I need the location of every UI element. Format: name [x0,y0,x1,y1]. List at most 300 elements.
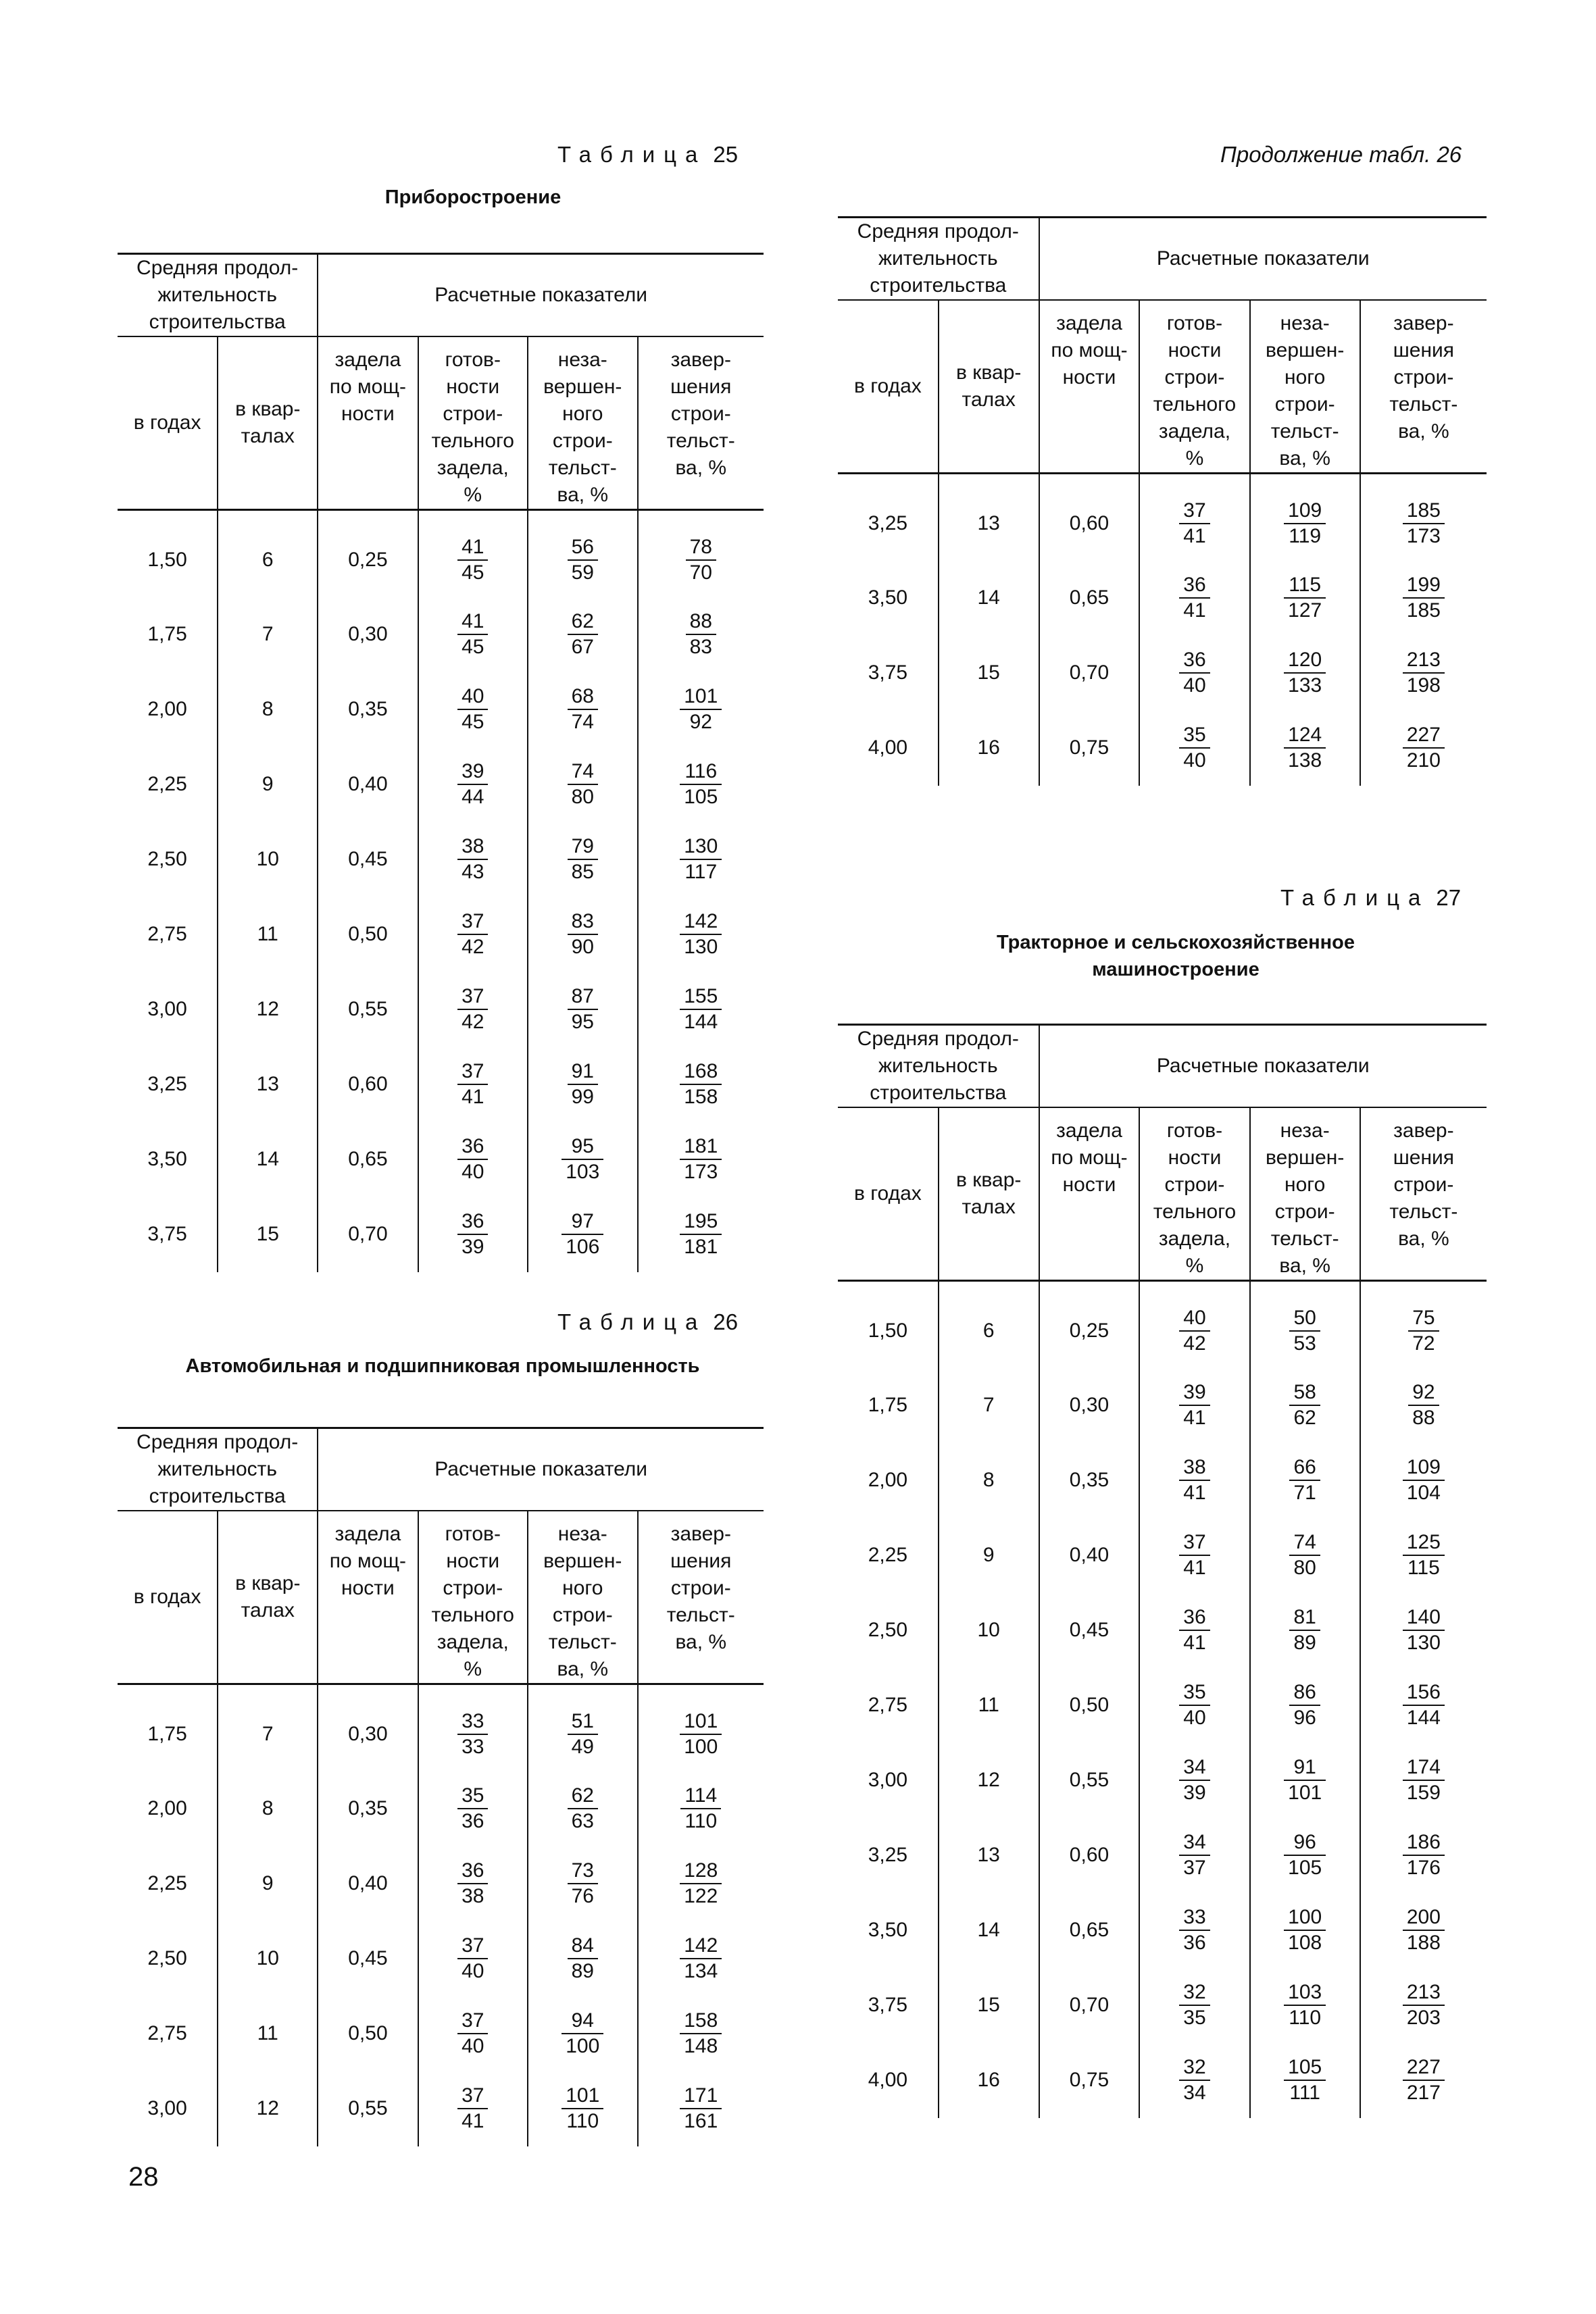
numerator: 73 [568,1859,598,1884]
numerator: 34 [1179,1830,1210,1856]
numerator: 199 [1403,573,1445,599]
cell-zadel: 0,50 [318,897,418,972]
denominator: 198 [1406,674,1441,697]
denominator: 161 [684,2110,718,2132]
fraction [457,1134,488,1184]
table26-continuation [838,216,1487,786]
cell-nezaversh [1250,1818,1360,1893]
cell-gotovnost [1139,1968,1249,2043]
header-duration [118,1428,318,1511]
table25-label: Таблица 25 [557,142,739,167]
cell-zavershenie [1360,636,1487,711]
numerator: 125 [1403,1530,1445,1556]
table-row [838,1818,1487,1893]
cell-zavershenie [1360,1968,1487,2043]
fraction [1284,573,1326,623]
numerator: 36 [1179,573,1210,599]
header-line: по мощ- [1051,339,1128,361]
header-line: тельст- [548,457,617,479]
header-line: строи- [670,1577,731,1599]
denominator: 130 [1406,1632,1441,1654]
fraction [1289,1380,1320,1430]
numerator: 88 [686,609,716,635]
cell-gotovnost [418,1684,528,1771]
header-line: строи- [1274,1201,1335,1223]
header-line: в квар- [235,398,301,420]
header-years: в годах [118,336,218,510]
cell-zadel: 0,75 [1039,2043,1140,2118]
cell-quarters: 10 [218,1921,318,1996]
cell-gotovnost [418,897,528,972]
cell-quarters: 6 [218,510,318,597]
cell-gotovnost [1139,1281,1249,1368]
denominator: 40 [1183,1707,1206,1729]
cell-zadel: 0,65 [1039,561,1140,636]
cell-zavershenie [638,1047,764,1122]
header-zadel [1039,1107,1140,1281]
denominator: 144 [1406,1707,1441,1729]
denominator: 43 [462,861,484,883]
denominator: 40 [462,1161,484,1183]
cell-zadel: 0,60 [318,1047,418,1122]
header-line: строи- [443,1577,503,1599]
numerator: 39 [1179,1380,1210,1406]
table-row [838,1668,1487,1743]
cell-zavershenie [638,972,764,1047]
cell-zadel: 0,60 [1039,1818,1140,1893]
cell-quarters: 9 [218,747,318,822]
numerator: 181 [680,1134,722,1160]
denominator: 36 [462,1810,484,1832]
cell-quarters: 8 [939,1443,1039,1518]
table-row [118,972,764,1047]
numerator: 32 [1179,2055,1210,2081]
header-line: готов- [1166,1120,1223,1142]
cell-zadel: 0,55 [1039,1743,1140,1818]
header-line: тельст- [548,1631,617,1653]
denominator: 115 [1407,1557,1440,1579]
cell-years: 3,75 [118,1197,218,1272]
cell-years: 2,25 [838,1518,939,1593]
fraction [457,834,488,884]
fraction [1408,1380,1439,1430]
denominator: 42 [462,1011,484,1033]
cell-zadel: 0,70 [1039,636,1140,711]
cell-gotovnost [1139,1818,1249,1893]
fraction [1403,1680,1445,1730]
numerator: 68 [568,684,598,710]
cell-years: 3,00 [118,972,218,1047]
cell-zadel: 0,65 [1039,1893,1140,1968]
table-row [118,747,764,822]
table-row [118,1684,764,1771]
cell-zavershenie [638,747,764,822]
header-duration [838,1025,1039,1108]
header-line: ва, % [1398,1228,1449,1250]
numerator: 105 [1284,2055,1326,2081]
header-quarters [218,1511,318,1684]
header-line: % [464,1658,482,1680]
cell-nezaversh [1250,711,1360,786]
denominator: 122 [684,1885,718,1907]
fraction [1403,1605,1445,1655]
numerator: 174 [1403,1755,1445,1781]
header-gotovnost [418,1511,528,1684]
cell-quarters: 15 [939,636,1039,711]
fraction [1284,1830,1326,1880]
fraction [457,1784,488,1834]
numerator: 92 [1408,1380,1439,1406]
numerator: 39 [457,759,488,785]
table-row [118,1047,764,1122]
header-zadel [1039,300,1140,474]
fraction [1403,1905,1445,1955]
fraction [1408,1306,1439,1356]
denominator: 95 [571,1011,594,1033]
header-nezaversh [528,336,638,510]
table27-title-line-2: машиностроение [1092,959,1260,980]
fraction [568,1059,598,1109]
numerator: 142 [680,1934,722,1959]
cell-zavershenie [1360,1281,1487,1368]
numerator: 95 [562,1134,603,1160]
header-line: неза- [557,1523,607,1545]
header-line: ности [1062,1174,1116,1196]
cell-quarters: 8 [218,672,318,747]
numerator: 130 [680,834,722,860]
fraction [686,535,716,585]
denominator: 45 [462,561,484,584]
cell-years: 2,00 [838,1443,939,1518]
header-line: вершен- [543,1550,622,1572]
numerator: 37 [457,1059,488,1085]
cell-zavershenie [638,1771,764,1846]
numerator: 200 [1403,1905,1445,1931]
header-line: завер- [1393,1120,1454,1142]
cell-years: 2,75 [838,1668,939,1743]
header-line: ва, % [1279,1255,1330,1277]
fraction [568,609,598,659]
fraction [1284,1905,1326,1955]
numerator: 34 [1179,1755,1210,1781]
fraction [1179,1530,1210,1580]
cell-zadel: 0,25 [1039,1281,1140,1368]
denominator: 130 [684,936,718,958]
header-line: тельного [431,1604,514,1626]
denominator: 40 [1183,674,1206,697]
page-number: 28 [128,2162,159,2192]
denominator: 101 [1288,1782,1322,1804]
cell-nezaversh [1250,636,1360,711]
numerator: 79 [568,834,598,860]
cell-nezaversh [528,1846,638,1921]
cell-zadel: 0,55 [318,972,418,1047]
denominator: 34 [1183,2082,1206,2104]
fraction [680,759,722,809]
numerator: 155 [680,984,722,1010]
denominator: 53 [1293,1332,1316,1355]
cell-quarters: 12 [939,1743,1039,1818]
fraction [1403,723,1445,773]
cell-zavershenie [638,672,764,747]
cell-zadel: 0,35 [1039,1443,1140,1518]
denominator: 203 [1406,2007,1441,2029]
header-line: ности [341,403,395,425]
numerator: 171 [680,2084,722,2109]
cell-gotovnost [1139,1443,1249,1518]
fraction [562,1134,603,1184]
header-line: завер- [670,1523,731,1545]
fraction [680,1134,722,1184]
numerator: 41 [457,609,488,635]
denominator: 36 [1183,1932,1206,1954]
cell-zavershenie [638,597,764,672]
table26-cont-label: Продолжение табл. 26 [1220,142,1462,167]
cell-zadel: 0,30 [318,597,418,672]
denominator: 110 [1289,2007,1322,2029]
numerator: 91 [1284,1755,1326,1781]
header-line: завер- [670,349,731,371]
table-row [838,1968,1487,2043]
numerator: 87 [568,984,598,1010]
cell-years: 1,75 [838,1368,939,1443]
numerator: 115 [1284,573,1326,599]
header-line: строительства [149,1485,286,1507]
cell-quarters: 13 [939,474,1039,561]
header-line: неза- [557,349,607,371]
cell-zavershenie [638,2071,764,2146]
fraction [1289,1455,1320,1505]
header-line: ного [562,1577,603,1599]
fraction [457,759,488,809]
numerator: 36 [457,1209,488,1235]
header-line: по мощ- [1051,1147,1128,1169]
denominator: 41 [1183,599,1206,622]
denominator: 45 [462,636,484,658]
cell-zadel: 0,50 [1039,1668,1140,1743]
header-line: Средняя продол- [136,257,299,279]
cell-nezaversh [1250,1593,1360,1668]
cell-nezaversh [528,510,638,597]
header-line: неза- [1280,1120,1330,1142]
cell-gotovnost [1139,474,1249,561]
cell-quarters: 13 [939,1818,1039,1893]
cell-quarters: 16 [939,711,1039,786]
denominator: 44 [462,786,484,808]
cell-years: 2,50 [118,822,218,897]
fraction [1403,1455,1445,1505]
table-row [838,1593,1487,1668]
header-line: талах [241,1599,295,1621]
cell-nezaversh [1250,474,1360,561]
header-line: талах [962,1196,1016,1218]
denominator: 138 [1288,749,1322,772]
denominator: 148 [684,2035,718,2057]
cell-nezaversh [1250,1368,1360,1443]
denominator: 80 [1293,1557,1316,1579]
header-line: готов- [445,1523,501,1545]
denominator: 35 [1183,2007,1206,2029]
cell-nezaversh [528,597,638,672]
numerator: 36 [457,1134,488,1160]
numerator: 37 [457,909,488,935]
numerator: 62 [568,1784,598,1809]
header-line: ности [446,1550,500,1572]
denominator: 103 [566,1161,600,1183]
table-row [118,897,764,972]
header-line: ности [1062,366,1116,388]
numerator: 40 [1179,1306,1210,1332]
fraction [680,1859,722,1909]
header-line: жительность [878,1055,998,1077]
denominator: 144 [684,1011,718,1033]
header-quarters [939,300,1039,474]
cell-nezaversh [1250,1281,1360,1368]
numerator: 37 [1179,499,1210,524]
denominator: 39 [1183,1782,1206,1804]
denominator: 158 [684,1086,718,1108]
header-line: вершен- [543,376,622,398]
numerator: 128 [680,1859,722,1884]
denominator: 176 [1406,1857,1441,1879]
cell-years: 3,50 [118,1122,218,1197]
denominator: 217 [1406,2082,1441,2104]
denominator: 210 [1406,749,1441,772]
denominator: 74 [571,711,594,733]
header-line: ва, % [557,484,609,506]
fraction [568,1784,598,1834]
numerator: 186 [1403,1830,1445,1856]
fraction [1179,1380,1210,1430]
numerator: 32 [1179,1980,1210,2006]
header-line: ва, % [557,1658,609,1680]
header-nezaversh [1250,1107,1360,1281]
fraction [680,834,722,884]
cell-nezaversh [528,1047,638,1122]
numerator: 109 [1403,1455,1445,1481]
cell-zavershenie [1360,1443,1487,1518]
fraction [1179,1306,1210,1356]
header-line: вершен- [1266,339,1345,361]
cell-zavershenie [638,1122,764,1197]
cell-quarters: 10 [218,822,318,897]
fraction [1179,1755,1210,1805]
header-line: тельст- [1270,1228,1339,1250]
fraction [1403,1755,1445,1805]
denominator: 96 [1293,1707,1316,1729]
cell-nezaversh [528,972,638,1047]
table-row [838,636,1487,711]
cell-zadel: 0,45 [1039,1593,1140,1668]
header-line: строи- [1274,393,1335,416]
denominator: 92 [689,711,712,733]
fraction [562,2084,603,2134]
cell-zadel: 0,60 [1039,474,1140,561]
numerator: 83 [568,909,598,935]
cell-zadel: 0,55 [318,2071,418,2146]
cell-years: 1,50 [118,510,218,597]
denominator: 110 [684,1810,718,1832]
cell-gotovnost [1139,2043,1249,2118]
denominator: 45 [462,711,484,733]
header-line: завер- [1393,312,1454,334]
header-line: по мощ- [329,376,407,398]
header-quarters [939,1107,1039,1281]
header-line: Средняя продол- [857,220,1019,243]
cell-quarters: 10 [939,1593,1039,1668]
denominator: 88 [1412,1407,1435,1429]
cell-gotovnost [418,1846,528,1921]
cell-zavershenie [638,510,764,597]
fraction [457,2009,488,2059]
cell-gotovnost [418,972,528,1047]
numerator: 75 [1408,1306,1439,1332]
table-row [838,1743,1487,1818]
denominator: 71 [1293,1482,1316,1504]
table-row [118,2071,764,2146]
header-line: талах [962,388,1016,411]
header-line: строительства [149,311,286,333]
cell-years: 2,25 [118,747,218,822]
denominator: 105 [1288,1857,1322,1879]
table-row [118,1846,764,1921]
fraction [568,834,598,884]
cell-nezaversh [1250,1518,1360,1593]
cell-nezaversh [528,747,638,822]
numerator: 101 [562,2084,603,2109]
header-line: % [1185,447,1204,470]
cell-quarters: 15 [218,1197,318,1272]
header-calc: Расчетные показатели [1039,218,1487,301]
numerator: 84 [568,1934,598,1959]
header-line: строи- [443,403,503,425]
header-line: тельного [431,430,514,452]
numerator: 40 [457,684,488,710]
cell-nezaversh [528,2071,638,2146]
cell-nezaversh [1250,1743,1360,1818]
header-line: ного [1285,366,1326,388]
fraction [686,609,716,659]
cell-quarters: 11 [218,1996,318,2071]
numerator: 35 [1179,1680,1210,1706]
header-line: жительность [878,247,998,270]
header-zavershenie [638,336,764,510]
cell-nezaversh [1250,1968,1360,2043]
cell-zavershenie [1360,1818,1487,1893]
numerator: 116 [680,759,722,785]
fraction [1284,1980,1326,2030]
header-zadel [318,336,418,510]
cell-gotovnost [1139,1518,1249,1593]
cell-years: 1,50 [838,1281,939,1368]
cell-nezaversh [528,1122,638,1197]
denominator: 42 [1183,1332,1206,1355]
fraction [1179,2055,1210,2105]
header-line: шения [1393,339,1455,361]
cell-nezaversh [1250,1443,1360,1518]
fraction [1403,499,1445,549]
cell-zavershenie [638,1684,764,1771]
table-row [118,672,764,747]
numerator: 56 [568,535,598,561]
denominator: 37 [1183,1857,1206,1879]
fraction [1289,1680,1320,1730]
cell-nezaversh [528,1921,638,1996]
denominator: 41 [1183,524,1206,547]
header-zavershenie [1360,1107,1487,1281]
fraction [457,684,488,734]
cell-nezaversh [1250,561,1360,636]
